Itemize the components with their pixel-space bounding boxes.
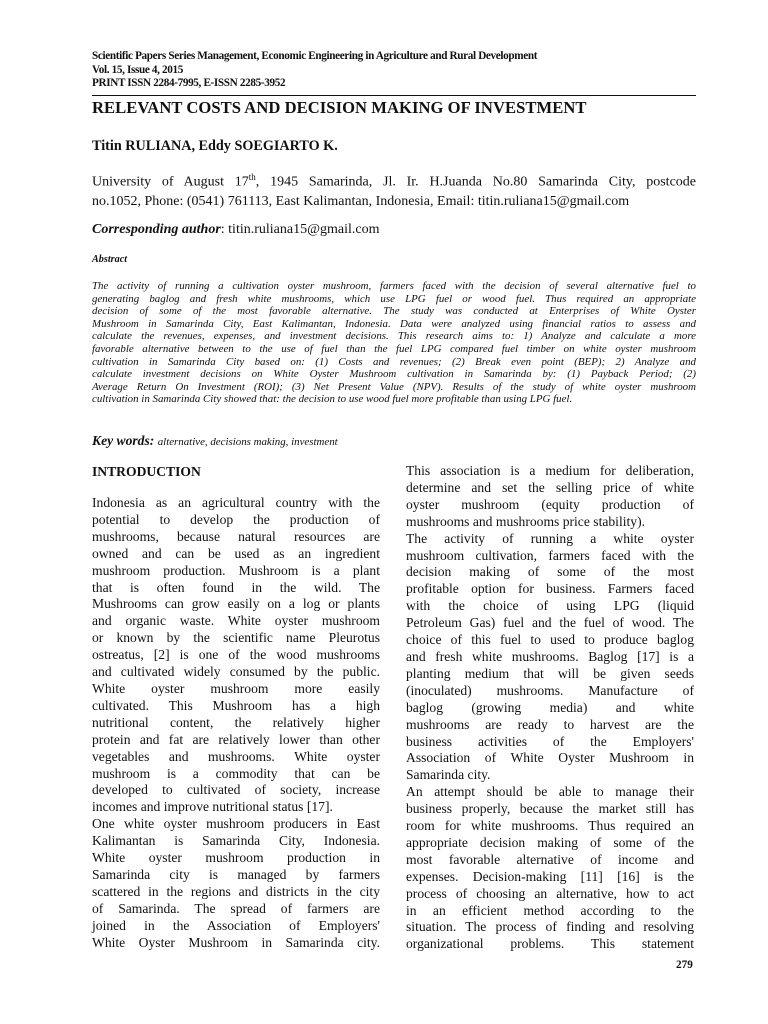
keywords-colon: :	[149, 433, 158, 448]
body-line: planting medium that will be given seeds	[406, 665, 694, 681]
abstract-body	[92, 280, 696, 406]
body-line: Samarinda city.	[406, 767, 491, 783]
corresponding-author-email: : titin.ruliana15@gmail.com	[220, 222, 380, 237]
header-divider	[92, 95, 696, 96]
body-line: baglog (growing media) and white	[406, 699, 694, 715]
body-line: and fresh white mushrooms. Baglog [17] is a	[406, 648, 694, 664]
journal-header	[92, 50, 696, 91]
body-line: potential to develop the production of	[92, 511, 380, 527]
keywords	[92, 433, 338, 450]
body-line: most favorable alternative of income and	[406, 851, 694, 867]
body-line: Mushrooms can grow easily on a log or plants	[92, 596, 380, 612]
body-line: business properly, because the market still has	[406, 801, 694, 817]
body-line: mushroom is a commodity that can be	[92, 765, 380, 781]
keywords-value: alternative, decisions making, investment	[157, 436, 338, 448]
affiliation-line	[92, 168, 696, 192]
affiliation-address: , 1945 Samarinda, Jl. Ir. H.Juanda No.80 Samarinda City, postcode	[255, 174, 696, 190]
abstract-line: The activity of running a cultivation oyster mushroom, farmers faced with the decision of several alternative fuel to	[92, 280, 696, 292]
body-line: process of choosing an alternative, how to act	[406, 885, 694, 901]
body-line: mushrooms, because natural resources are	[92, 528, 380, 544]
body-line: incomes and improve nutritional status [17].	[92, 799, 333, 815]
left-column	[92, 495, 380, 951]
body-line: An attempt should be able to manage their	[406, 784, 694, 800]
body-line: and cultivated widely consumed by the public.	[92, 664, 380, 680]
abstract-line: calculate investment decisions on White Oyster Mushroom cultivation in Samarinda by: (1) Payback Period; (2)	[92, 368, 696, 381]
body-line: decision making of some of the most	[406, 564, 694, 580]
corresponding-author-label: Corresponding author	[92, 222, 221, 237]
right-column	[406, 463, 694, 953]
abstract-line: Average Return On Investment (ROI); (3) Net Present Value (NPV). Results of the study of white oyster mushroom	[92, 380, 696, 393]
body-line: White oyster mushroom production in	[92, 850, 380, 866]
body-line: determine and set the selling price of white	[406, 479, 694, 495]
abstract-line: cultivation in Samarinda City based on: (1) Costs and revenues; (2) Break even point (BEP); 2) Analyze and	[92, 355, 696, 368]
body-line: mushroom production. Mushroom is a plant	[92, 562, 380, 578]
paper-title: RELEVANT COSTS AND DECISION MAKING OF INVESTMENT	[92, 98, 587, 117]
body-line: One white oyster mushroom producers in East	[92, 816, 380, 832]
keywords-label: Key words	[92, 433, 150, 448]
body-line: (inoculated) mushrooms. Manufacture of	[406, 682, 694, 698]
body-line: This association is a medium for deliberation,	[406, 463, 694, 478]
abstract-line: cultivation in Samarinda City showed that: the decision to use wood fuel more profitable than using LPG fuel.	[92, 393, 573, 406]
body-line: business activities of the Employers'	[406, 733, 694, 749]
body-line: owned and can be used as an ingredient	[92, 545, 380, 561]
affiliation-superscript: th	[248, 172, 256, 182]
body-line: Petroleum Gas) fuel and the fuel of wood. The	[406, 615, 694, 631]
body-line: ostreatus, [2] is one of the wood mushrooms	[92, 647, 380, 663]
body-line: nutritional content, the relatively higher	[92, 714, 380, 730]
body-line: choice of this fuel to used to produce baglog	[406, 632, 694, 648]
body-line: mushroom cultivation, farmers faced with the	[406, 547, 694, 563]
abstract-line: calculate the revenues, expenses, and investment decisions. This research aims to: 1) Analyze and calculate a more	[92, 330, 696, 343]
journal-volume-issue: Vol. 15, Issue 4, 2015	[92, 63, 184, 76]
body-line: situation. The process of finding and resolving	[406, 919, 694, 935]
abstract-line: favorable alternative between to the use of fuel than the fuel LPG compared fuel timber on white oyster mushroom	[92, 342, 696, 355]
body-line: developed to cultivated of society, increase	[92, 782, 380, 798]
body-line: oyster mushroom (equity production of	[406, 496, 694, 512]
abstract-line: Mushroom in Samarinda City, East Kalimantan, Indonesia. Data were analyzed using financial ratios to assess and	[92, 317, 696, 330]
corresponding-author	[92, 220, 379, 239]
body-line: organizational problems. This statement	[406, 936, 694, 952]
affiliation-contact: no.1052, Phone: (0541) 761113, East Kalimantan, Indonesia, Email: titin.ruliana15@gmail.com	[92, 193, 630, 209]
author-affiliation	[92, 168, 696, 211]
journal-series-name: Scientific Papers Series Management, Economic Engineering in Agriculture and Rural Development	[92, 50, 538, 62]
body-line: Indonesia as an agricultural country with the	[92, 495, 380, 510]
introduction-heading: INTRODUCTION	[92, 464, 201, 479]
body-line: that is often found in the wild. The	[92, 579, 380, 595]
body-line: expenses. Decision-making [11] [16] is the	[406, 868, 694, 884]
body-line: with the choice of using LPG (liquid	[406, 598, 694, 614]
body-line: White oyster mushroom more easily	[92, 680, 380, 696]
abstract-heading: Abstract	[92, 254, 128, 265]
body-line: Kalimantan is Samarinda City, Indonesia.	[92, 833, 380, 849]
body-line: protein and fat are relatively lower than other	[92, 731, 380, 747]
abstract-line: decision of some of the most favorable alternative. The study was conducted at Enterprises of White Oyster	[92, 305, 696, 318]
body-line: appropriate decision making of some of the	[406, 834, 694, 850]
body-line: White Oyster Mushroom in Samarinda city.	[92, 934, 380, 950]
abstract-line: generating baglog and fresh white mushrooms, which use LPG fuel or wood fuel. Thus required an appropriate	[92, 292, 696, 305]
body-line: The activity of running a white oyster	[406, 530, 694, 546]
body-line: room for white mushrooms. Thus required an	[406, 818, 694, 834]
body-line: scattered in the regions and districts in the city	[92, 883, 380, 899]
body-line: mushrooms are ready to harvest are the	[406, 716, 694, 732]
body-line: and organic waste. White oyster mushroom	[92, 613, 380, 629]
body-line: mushrooms and mushrooms price stability).	[406, 513, 645, 529]
body-line: or known by the scientific name Pleurotus	[92, 630, 380, 646]
body-line: of Samarinda. The spread of farmers are	[92, 900, 380, 916]
body-line: in an efficient method according to the	[406, 902, 694, 918]
affiliation-university: University of August 17	[92, 174, 249, 190]
journal-issn: PRINT ISSN 2284-7995, E-ISSN 2285-3952	[92, 77, 286, 89]
paper-authors: Titin RULIANA, Eddy SOEGIARTO K.	[92, 138, 338, 154]
body-line: joined in the Association of Employers'	[92, 917, 380, 933]
body-line: vegetables and mushrooms. White oyster	[92, 748, 380, 764]
body-line: profitable option for business. Farmers faced	[406, 581, 694, 597]
body-line: cultivated. This Mushroom has a high	[92, 697, 380, 713]
body-line: Association of White Oyster Mushroom in	[406, 750, 694, 766]
body-line: Samarinda city is managed by farmers	[92, 866, 380, 882]
page-number: 279	[676, 959, 693, 971]
